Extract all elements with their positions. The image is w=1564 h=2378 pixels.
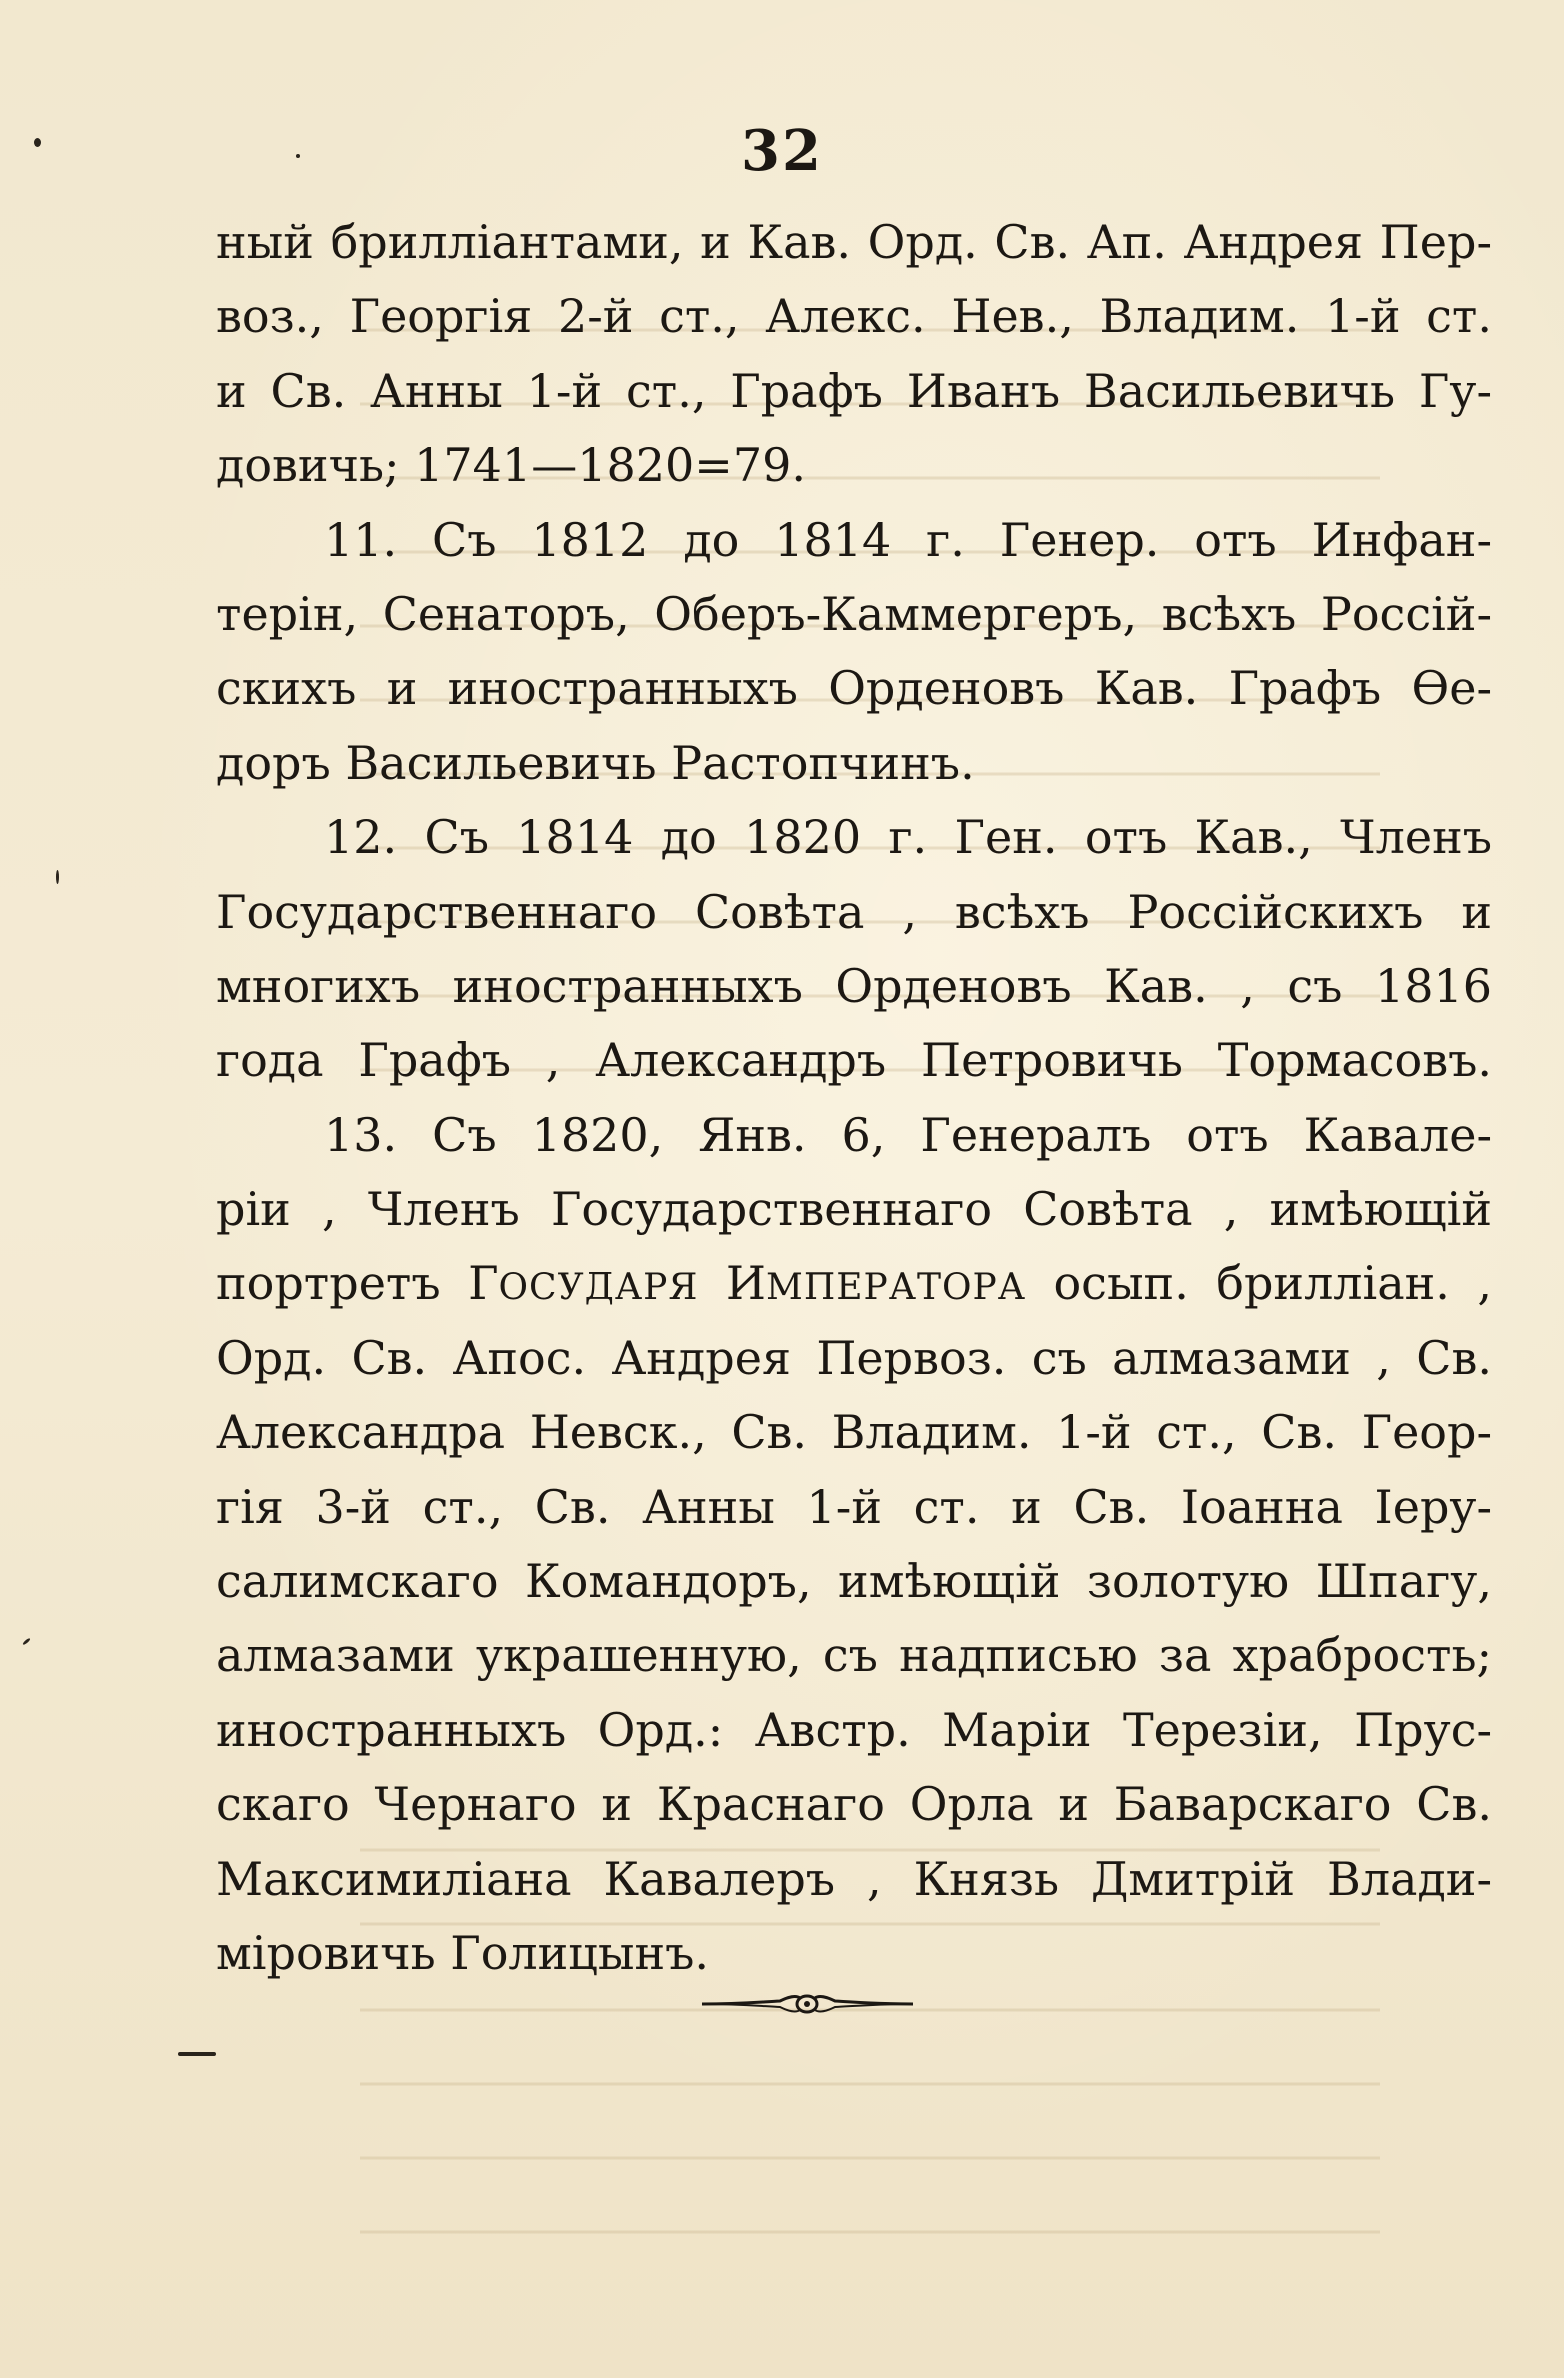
paragraph-11-start: 11. Съ 1812 до 1814 г. Генер. отъ Инфан- — [324, 512, 1492, 567]
paragraph-12-start: 12. Съ 1814 до 1820 г. Ген. отъ Кав., Членъ — [324, 810, 1492, 865]
body-text — [216, 205, 1492, 1990]
text-line: міровичь Голицынъ. — [216, 1925, 710, 1980]
text-line: Орд. Св. Апос. Андрея Первоз. съ алмазами , Св. — [216, 1330, 1492, 1385]
ink-speck — [22, 1637, 31, 1645]
smallcaps-text: ОСУДАРЯ — [498, 1267, 699, 1309]
text-line: портретъ ГОСУДАРЯ ИМПЕРАТОРА осып. брилліан. , — [216, 1256, 1492, 1311]
ink-speck — [178, 2052, 216, 2056]
text-line: Государственнаго Совѣта , всѣхъ Россійскихъ и — [216, 884, 1492, 939]
text-line: Александра Невск., Св. Владим. 1-й ст., Св. Геор- — [216, 1405, 1492, 1460]
text-line: гія 3-й ст., Св. Анны 1-й ст. и Св. Іоанна Іеру- — [216, 1479, 1492, 1534]
text-line: скаго Чернаго и Краснаго Орла и Баварскаго Св. — [216, 1777, 1492, 1832]
text-line: терін, Сенаторъ, Оберъ-Каммергеръ, всѣхъ Россій- — [216, 586, 1492, 641]
paragraph-13-start: 13. Съ 1820, Янв. 6, Генералъ отъ Кавале- — [324, 1107, 1492, 1162]
text-line: ріи , Членъ Государственнаго Совѣта , имѣющій — [216, 1182, 1492, 1237]
text-line: доръ Васильевичь Растопчинъ. — [216, 735, 975, 790]
page-number: 32 — [741, 118, 823, 184]
text-line: года Графъ , Александръ Петровичь Тормасовъ. — [216, 1033, 1492, 1088]
text-line: и Св. Анны 1-й ст., Графъ Иванъ Васильевичь Гу- — [216, 363, 1492, 418]
text-line: довичь; 1741—1820=79. — [216, 438, 806, 493]
end-ornament — [700, 1989, 915, 2019]
smallcaps-text: МПЕРАТОРА — [766, 1267, 1027, 1309]
text-line: салимскаго Командоръ, имѣющій золотую Шпагу, — [216, 1554, 1492, 1609]
ink-speck — [56, 870, 59, 884]
text-line: скихъ и иностранныхъ Орденовъ Кав. Графъ Ѳе- — [216, 661, 1492, 716]
text-line: ный брилліантами, и Кав. Орд. Св. Ап. Андрея Пер- — [216, 215, 1492, 269]
text-line: воз., Георгія 2-й ст., Алекс. Нев., Владим. 1-й ст. — [216, 289, 1492, 344]
text-line: многихъ иностранныхъ Орденовъ Кав. , съ 1816 — [216, 958, 1492, 1013]
text-line: Максимиліана Кавалеръ , Князь Дмитрій Влади- — [216, 1851, 1492, 1906]
text-line: алмазами украшенную, съ надписью за храбрость; — [216, 1628, 1492, 1683]
text-line: иностранныхъ Орд.: Австр. Маріи Терезіи, Прус- — [216, 1702, 1492, 1757]
